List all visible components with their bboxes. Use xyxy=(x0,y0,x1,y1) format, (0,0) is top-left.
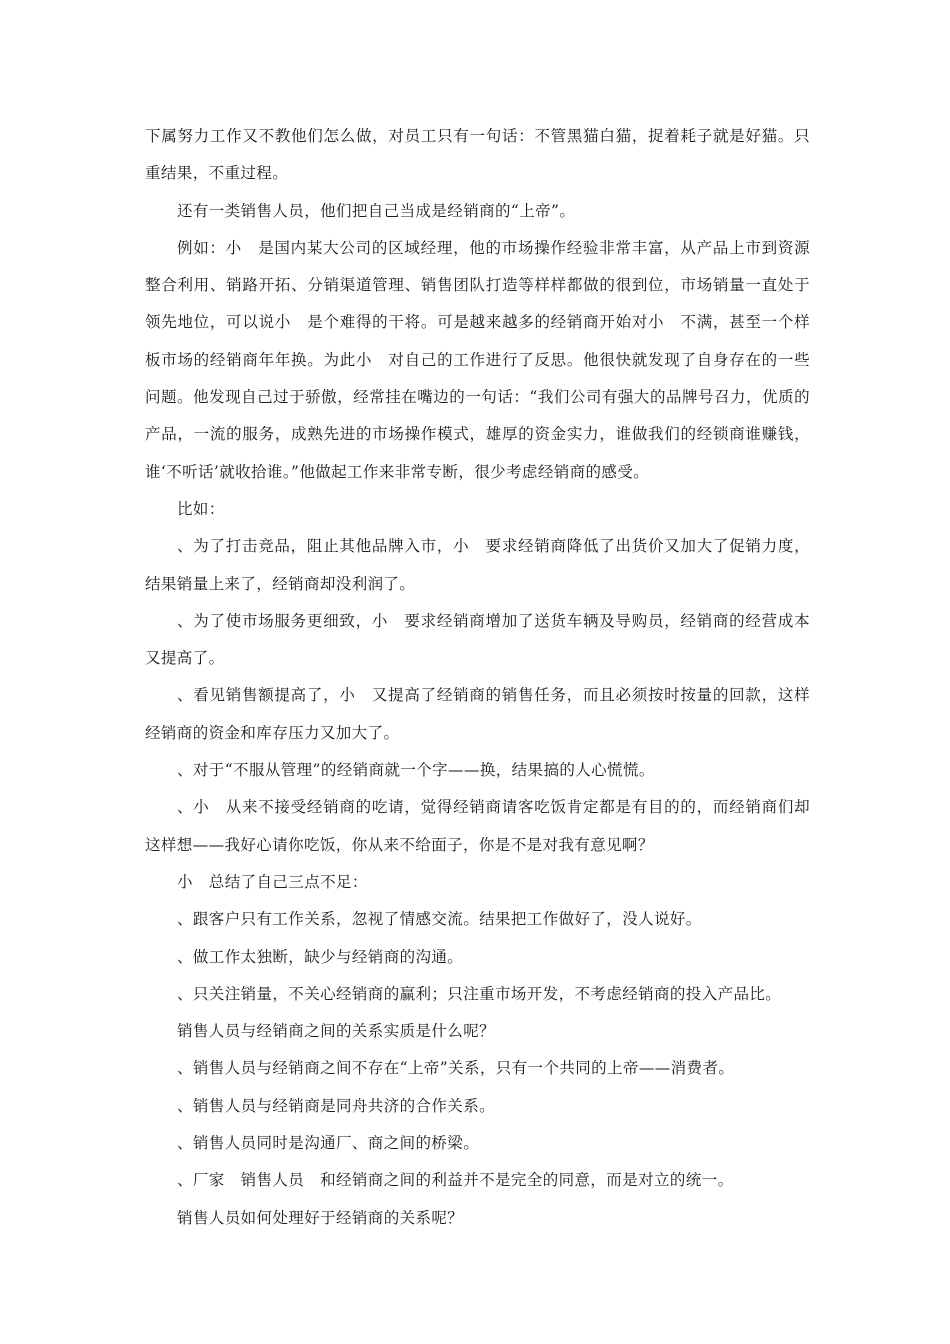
list-item: 、小 从来不接受经销商的吃请，觉得经销商请客吃饭肯定都是有目的的，而经销商们却这样想——我好心请你吃饭，你从来不给面子，你是不是对我有意见啊？ xyxy=(145,798,810,854)
list-item: 、为了打击竞品，阻止其他品牌入市，小 要求经销商降低了出货价又加大了促销力度，结果销量上来了，经销商却没利润了。 xyxy=(145,537,810,593)
list-item: 、销售人员同时是沟通厂、商之间的桥梁。 xyxy=(177,1134,480,1153)
list-item: 、对于“不服从管理”的经销商就一个字——换，结果搞的人心慌慌。 xyxy=(177,761,655,780)
paragraph: 销售人员与经销商之间的关系实质是什么呢？ xyxy=(177,1022,496,1041)
paragraph: 例如：小 是国内某大公司的区域经理，他的市场操作经验非常丰富，从产品上市到资源整合利用、销路开拓、分销渠道管理、销售团队打造等样样都做的很到位，市场销量一直处于领先地位，可以说小 是个难得的干将。可是越来越多的经销商开始对小 不满，甚至一个样板市场的经销商年年换。为此小 对自己的工作进行了反思。他很快就发现了自身存在的一些问题。他发现自己过于骄傲，经常挂在嘴边的一句话：“我们公司有强大的品牌号召力，优质的产品，一流的服务，成熟先进的市场操作模式，雄厚的资金实力，谁做我们的经锁商谁赚钱，谁‘不听话’就收拾谁。”他做起工作来非常专断，很少考虑经销商的感受。 xyxy=(145,238,810,481)
list-item: 、看见销售额提高了，小 又提高了经销商的销售任务，而且必须按时按量的回款，这样经销商的资金和库存压力又加大了。 xyxy=(145,686,810,742)
list-item: 、跟客户只有工作关系，忽视了情感交流。结果把工作做好了，没人说好。 xyxy=(177,910,702,929)
paragraph: 比如： xyxy=(177,499,225,518)
list-item: 、做工作太独断，缺少与经销商的沟通。 xyxy=(177,947,464,966)
list-item: 、销售人员与经销商是同舟共济的合作关系。 xyxy=(177,1096,496,1115)
list-item: 、厂家 销售人员 和经销商之间的利益并不是完全的同意，而是对立的统一。 xyxy=(177,1171,734,1190)
list-item: 、为了使市场服务更细致，小 要求经销商增加了送货车辆及导购员，经销商的经营成本又提高了。 xyxy=(145,611,810,668)
paragraph: 销售人员如何处理好于经销商的关系呢？ xyxy=(177,1208,464,1227)
paragraph: 下属努力工作又不教他们怎么做，对员工只有一句话：不管黑猫白猫，捉着耗子就是好猫。只重结果，不重过程。 xyxy=(145,127,810,183)
document-body xyxy=(145,118,810,1237)
paragraph: 小 总结了自己三点不足： xyxy=(177,872,368,891)
paragraph: 还有一类销售人员，他们把自己当成是经销商的“上帝”。 xyxy=(177,201,576,220)
list-item: 、只关注销量，不关心经销商的赢利；只注重市场开发，不考虑经销商的投入产品比。 xyxy=(177,984,782,1003)
list-item: 、销售人员与经销商之间不存在“上帝”关系，只有一个共同的上帝——消费者。 xyxy=(177,1059,735,1078)
